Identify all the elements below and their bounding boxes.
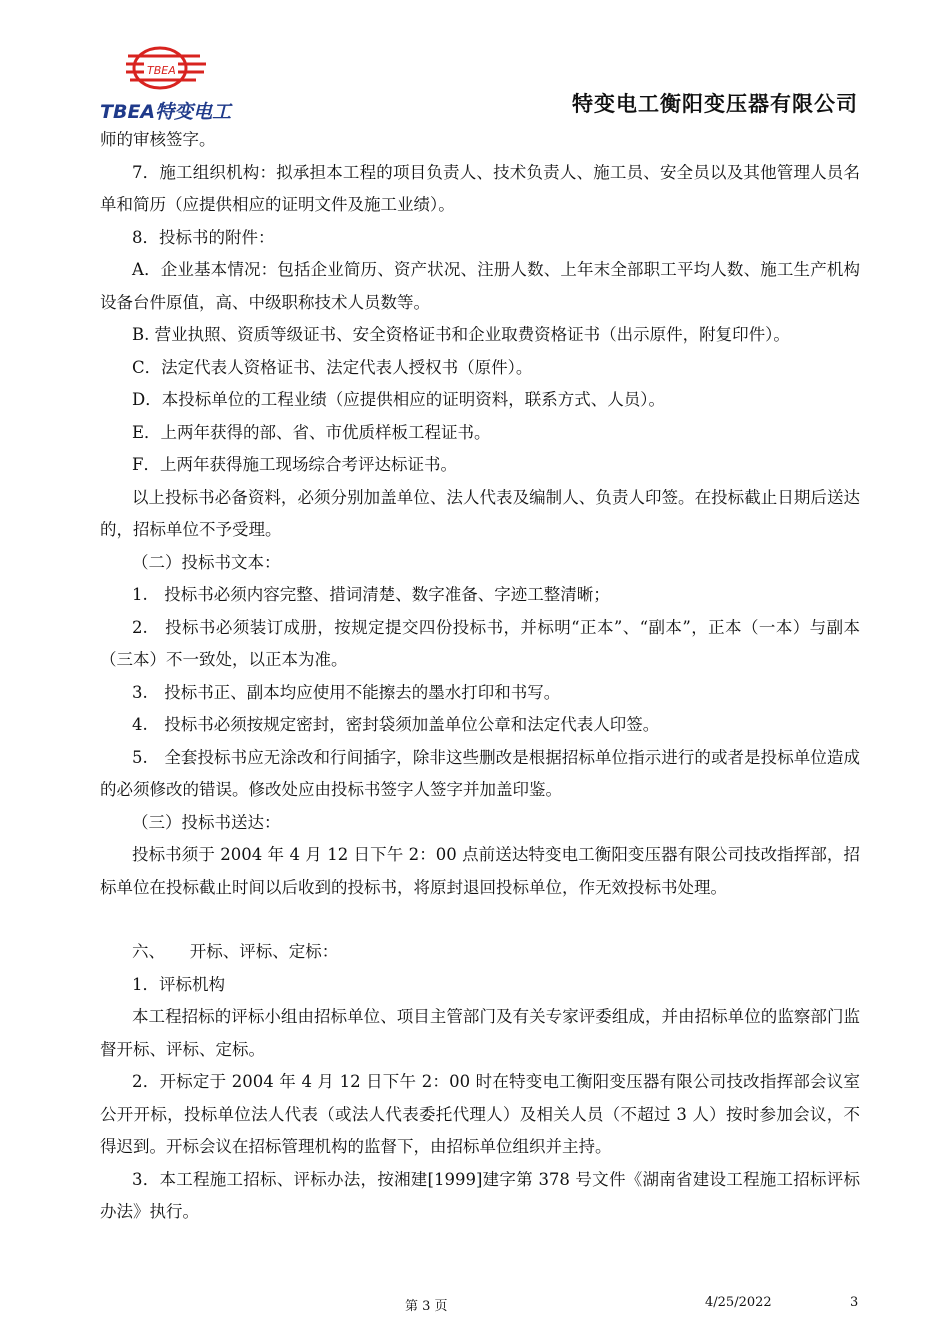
paragraph: A．企业基本情况：包括企业简历、资产状况、注册人数、上年末全部职工平均人数、施工生产机构设备台件原值，高、中级职称技术人员数等。 xyxy=(100,260,860,312)
paragraph: （三）投标书送达： xyxy=(132,812,281,832)
footer-date: 4/25/2022 xyxy=(705,1295,772,1310)
paragraph: 1. 投标书必须内容完整、措词清楚、数字准备、字迹工整清晰； xyxy=(132,585,610,604)
paragraph: 5. 全套投标书应无涂改和行间插字，除非这些删改是根据招标单位指示进行的或者是投标单位造成的必须修改的错误。修改处应由投标书签字人签字并加盖印鉴。 xyxy=(100,747,860,799)
paragraph: E．上两年获得的部、省、市优质样板工程证书。 xyxy=(132,422,491,442)
paragraph: B. 营业执照、资质等级证书、安全资格证书和企业取费资格证书（出示原件，附复印件）。 xyxy=(132,325,790,344)
svg-text:TBEA特变电工: TBEA特变电工 xyxy=(100,101,232,122)
tbea-logo-icon xyxy=(100,42,250,122)
paragraph: 7．施工组织机构：拟承担本工程的项目负责人、技术负责人、施工员、安全员以及其他管理人员名单和简历（应提供相应的证明文件及施工业绩）。 xyxy=(100,162,860,214)
paragraph: 2. 投标书必须装订成册，按规定提交四份投标书，并标明“正本”、“副本”，正本（一本）与副本（三本）不一致处，以正本为准。 xyxy=(100,617,860,669)
paragraph: 4. 投标书必须按规定密封，密封袋须加盖单位公章和法定代表人印签。 xyxy=(132,715,660,734)
paragraph: 3．本工程施工招标、评标办法，按湘建[1999]建字第 378 号文件《湖南省建设工程施工招标评标办法》执行。 xyxy=(100,1169,860,1221)
paragraph: C．法定代表人资格证书、法定代表人授权书（原件）。 xyxy=(132,357,533,377)
paragraph: F．上两年获得施工现场综合考评达标证书。 xyxy=(132,455,457,474)
paragraph: D．本投标单位的工程业绩（应提供相应的证明资料，联系方式、人员）。 xyxy=(132,390,665,409)
paragraph: 六、 开标、评标、定标： xyxy=(132,942,339,961)
company-logo xyxy=(100,42,250,122)
paragraph: （二）投标书文本： xyxy=(132,552,281,572)
paragraph: 本工程招标的评标小组由招标单位、项目主管部门及有关专家评委组成，并由招标单位的监察部门监督开标、评标、定标。 xyxy=(100,1007,860,1059)
svg-text:TBEA: TBEA xyxy=(147,64,176,77)
footer-page-label: 第 3 页 xyxy=(405,1299,448,1314)
footer-page-number: 3 xyxy=(850,1295,859,1310)
paragraph: 投标书须于 2004 年 4 月 12 日下午 2：00 点前送达特变电工衡阳变压器有限公司技改指挥部，招标单位在投标截止时间以后收到的投标书，将原封退回投标单位，作无效投标书处理。 xyxy=(100,845,860,897)
paragraph: 2．开标定于 2004 年 4 月 12 日下午 2：00 时在特变电工衡阳变压器有限公司技改指挥部会议室公开开标，投标单位法人代表（或法人代表委托代理人）及相关人员（不超过 3 人）按时参加会议，不得迟到。开标会议在招标管理机构的监督下，由招标单位组织并主持。 xyxy=(100,1072,860,1156)
paragraph: 以上投标书必备资料，必须分别加盖单位、法人代表及编制人、负责人印签。在投标截止日期后送达的，招标单位不予受理。 xyxy=(100,487,860,539)
paragraph: 1．评标机构 xyxy=(132,974,225,994)
company-name: 特变电工衡阳变压器有限公司 xyxy=(572,92,858,116)
paragraph: 3. 投标书正、副本均应使用不能擦去的墨水打印和书写。 xyxy=(132,682,561,702)
blank-line xyxy=(100,904,860,936)
paragraph: 师的审核签字。 xyxy=(100,130,216,149)
paragraph: 8．投标书的附件： xyxy=(132,227,275,247)
document-body xyxy=(100,124,860,1229)
